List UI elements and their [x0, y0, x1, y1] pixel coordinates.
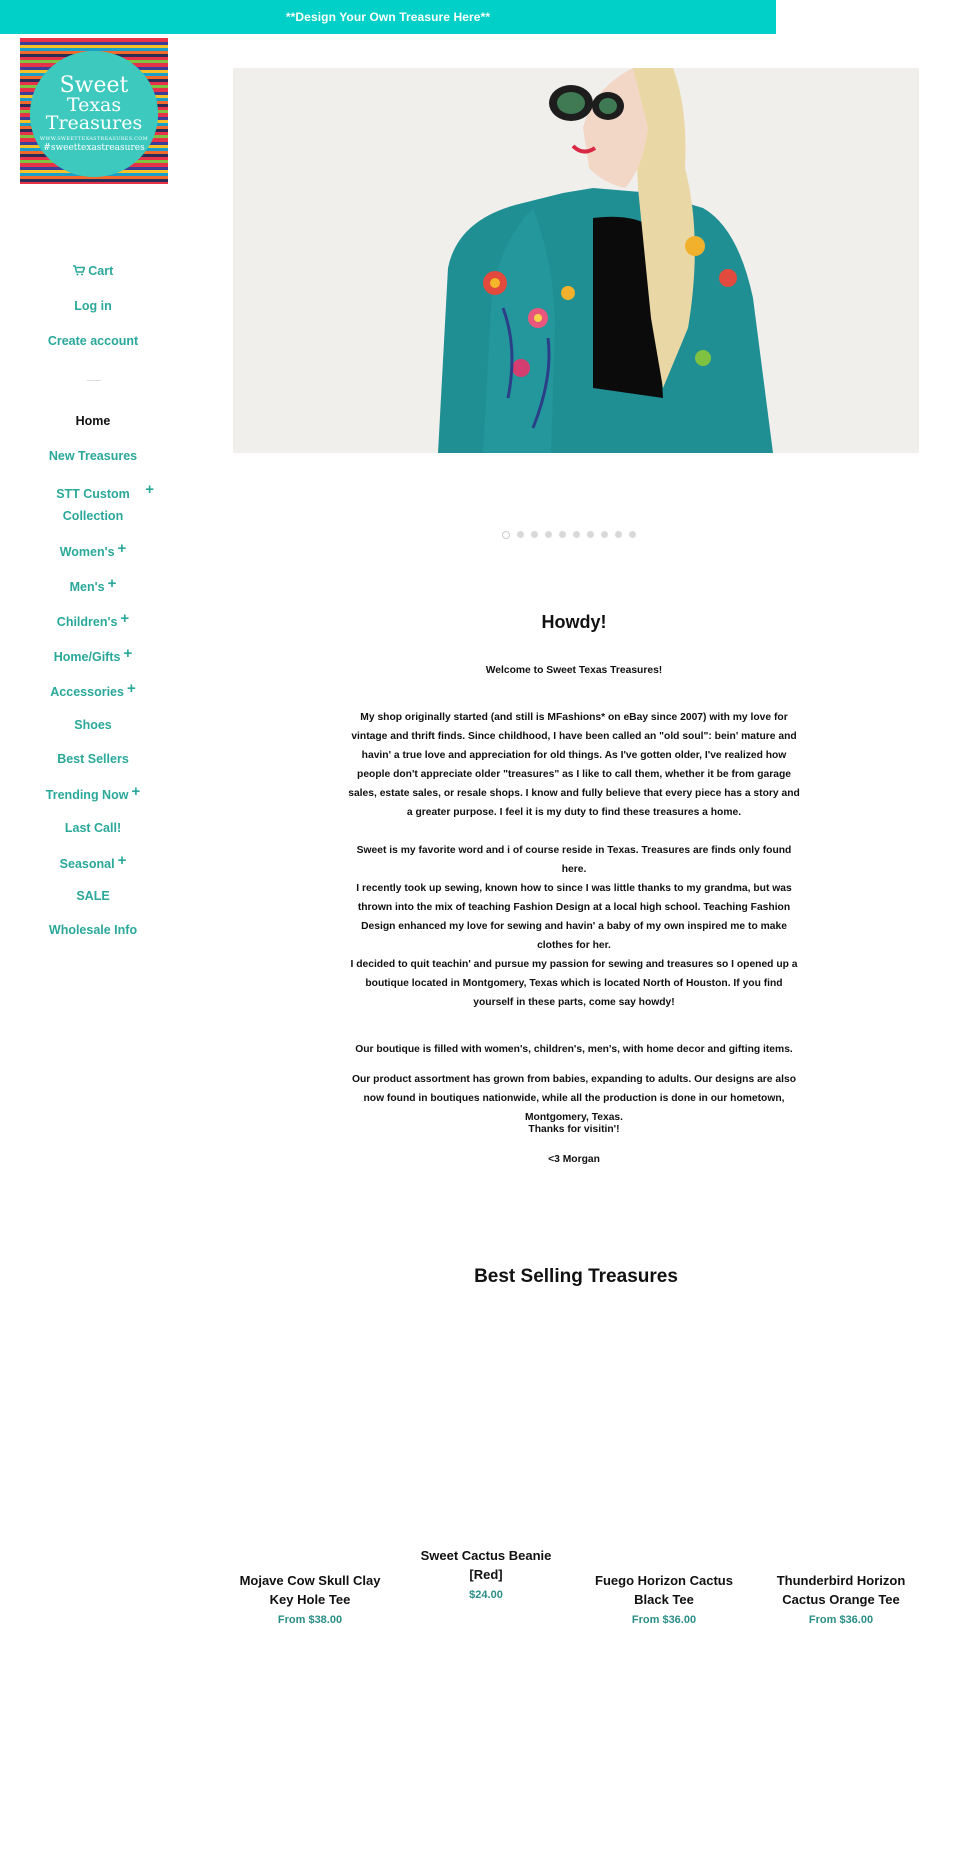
nav-item-best-sellers[interactable]: [0, 752, 186, 766]
nav-item-label: Best Sellers: [57, 752, 129, 766]
product-name[interactable]: Thunderbird Horizon Cactus Orange Tee: [776, 1573, 906, 1607]
expand-plus-icon[interactable]: +: [123, 645, 133, 662]
logo-url: WWW.SWEETTEXASTREASURES.COM: [39, 135, 149, 142]
nav-item-seasonal[interactable]: [0, 852, 186, 872]
product-name[interactable]: Mojave Cow Skull Clay Key Hole Tee: [239, 1573, 381, 1607]
nav-item-childrens[interactable]: [0, 610, 186, 630]
slide-dot[interactable]: [559, 531, 566, 538]
nav-item-label: Seasonal: [59, 857, 115, 871]
nav-item-label: Trending Now: [45, 788, 129, 802]
product-card[interactable]: [235, 1571, 385, 1626]
nav-item-stt-custom-collection[interactable]: [0, 483, 186, 527]
product-card[interactable]: [589, 1571, 739, 1626]
store-logo[interactable]: [20, 38, 168, 184]
nav-item-label: Men's: [69, 580, 105, 594]
logo-hashtag: #sweettexastreasures: [43, 142, 145, 153]
about-paragraph-7: Thanks for visitin'!: [528, 1124, 620, 1135]
slide-dot[interactable]: [545, 531, 552, 538]
nav-create-account[interactable]: Create account: [47, 334, 139, 348]
nav-divider: [87, 380, 101, 381]
about-signature: <3 Morgan: [548, 1154, 600, 1165]
nav-item-shoes[interactable]: [0, 718, 186, 732]
nav-item-label: Shoes: [74, 718, 112, 732]
nav-item-last-call[interactable]: [0, 821, 186, 835]
about-heading: Howdy!: [541, 612, 607, 632]
slide-dot[interactable]: [517, 531, 524, 538]
product-card[interactable]: [411, 1546, 561, 1601]
nav-item-home-gifts[interactable]: [0, 645, 186, 665]
slide-dot[interactable]: [601, 531, 608, 538]
nav-item-label: Last Call!: [64, 821, 122, 835]
nav-item-label: Home: [75, 414, 111, 428]
product-price: From $36.00: [808, 1614, 874, 1626]
nav-item-label: Children's: [56, 615, 118, 629]
product-card[interactable]: [766, 1571, 916, 1626]
nav-item-trending-now[interactable]: [0, 783, 186, 803]
product-name[interactable]: Fuego Horizon Cactus Black Tee: [595, 1573, 733, 1607]
expand-plus-icon[interactable]: +: [131, 783, 141, 800]
nav-item-label: Wholesale Info: [48, 923, 138, 937]
nav-cart-label: Cart: [88, 264, 114, 278]
logo-word-1: Sweet: [59, 72, 129, 98]
slide-dot[interactable]: [531, 531, 538, 538]
slide-dot[interactable]: [502, 531, 510, 539]
nav-login[interactable]: Log in: [74, 299, 112, 313]
announcement-bar[interactable]: [0, 0, 776, 34]
nav-item-accessories[interactable]: [0, 680, 186, 700]
nav-item-wholesale-info[interactable]: [0, 923, 186, 937]
nav-item-label: Women's: [59, 545, 115, 559]
hero-slide-image[interactable]: [233, 68, 919, 453]
product-price: $24.00: [469, 1589, 503, 1601]
expand-plus-icon[interactable]: +: [107, 575, 117, 592]
nav-item-label: New Treasures: [48, 449, 138, 463]
hero-photo: [233, 68, 919, 453]
nav-item-mens[interactable]: [0, 575, 186, 595]
slide-dot[interactable]: [587, 531, 594, 538]
slide-dot[interactable]: [615, 531, 622, 538]
logo-word-3: Treasures: [45, 111, 143, 134]
nav-item-sale[interactable]: [0, 889, 186, 903]
product-price: From $38.00: [277, 1614, 343, 1626]
nav-item-label: STT Custom Collection: [56, 487, 130, 523]
about-paragraph-4: I decided to quit teachin' and pursue my passion for sewing and treasures so I opened up a boutique located in Montgomery, Texas which is located North of Houston. If you find yourself in these parts, come say howdy!: [350, 959, 798, 1008]
nav-item-home[interactable]: [0, 414, 186, 428]
slide-dot[interactable]: [629, 531, 636, 538]
about-welcome: Welcome to Sweet Texas Treasures!: [485, 665, 663, 676]
slideshow-dots: [502, 531, 636, 539]
about-paragraph-5: Our boutique is filled with women's, children's, men's, with home decor and gifting items.: [355, 1044, 793, 1055]
about-paragraph-3: I recently took up sewing, known how to since I was little thanks to my grandma, but was thrown into the mix of teaching Fashion Design at a local high school. Teaching Fashion Design enhanced my love for sewing and havin' a baby of my own inspired me to make clothes for her.: [356, 883, 792, 951]
nav-item-womens[interactable]: [0, 540, 186, 560]
expand-plus-icon[interactable]: +: [117, 852, 127, 869]
nav-cart[interactable]: [0, 264, 186, 278]
expand-plus-icon[interactable]: +: [145, 481, 154, 498]
about-paragraph-1: My shop originally started (and still is MFashions* on eBay since 2007) with my love for vintage and thrift finds. Since childhood, I have been called an "old soul": bein' mature and havin' a true love and appreciation for old things. As I've gotten older, I've realized how people don't appreciate older "treasures" as I like to call them, whether it be from garage sales, estate sales, or resale shops. I know and fully believe that every piece has a story and a greater purpose. I feel it is my duty to find these treasures a home.: [348, 712, 800, 818]
announcement-text[interactable]: **Design Your Own Treasure Here**: [285, 10, 491, 24]
logo-word-2: Texas: [66, 93, 122, 116]
product-price: From $36.00: [631, 1614, 697, 1626]
expand-plus-icon[interactable]: +: [126, 680, 136, 697]
logo-badge: [30, 51, 158, 177]
about-paragraph-6: Our product assortment has grown from babies, expanding to adults. Our designs are also now found in boutiques nationwide, while all the production is done in our hometown, Montgomery, Texas.: [352, 1074, 796, 1123]
nav-item-new-treasures[interactable]: [0, 449, 186, 463]
nav-item-label: Home/Gifts: [53, 650, 121, 664]
cart-icon: [73, 264, 88, 278]
expand-plus-icon[interactable]: +: [120, 610, 130, 627]
about-paragraph-2: Sweet is my favorite word and i of course reside in Texas. Treasures are finds only found here.: [356, 845, 792, 875]
expand-plus-icon[interactable]: +: [117, 540, 127, 557]
nav-item-label: Accessories: [50, 685, 124, 699]
best-sellers-heading: Best Selling Treasures: [474, 1266, 678, 1287]
slide-dot[interactable]: [573, 531, 580, 538]
product-name[interactable]: Sweet Cactus Beanie [Red]: [420, 1548, 552, 1582]
nav-item-label: SALE: [76, 889, 110, 903]
